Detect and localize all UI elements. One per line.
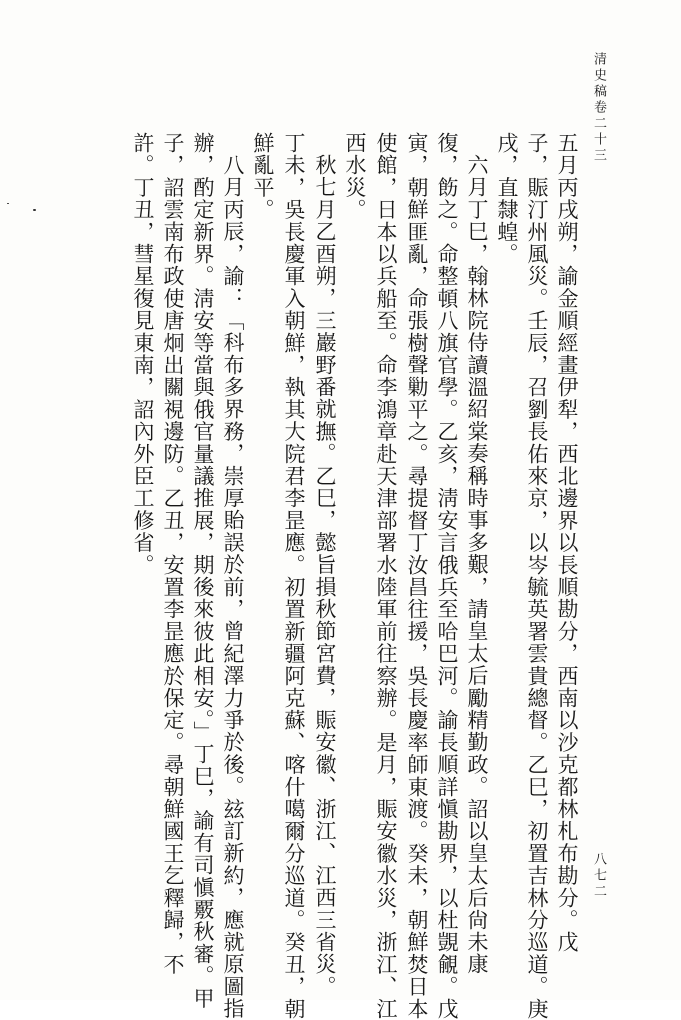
- text-column-8: 西水災。: [343, 132, 367, 221]
- text-column-11: 鮮亂平。: [251, 132, 275, 221]
- text-column-9: 秋七月乙酉朔，三巖野番就撫。乙巳，懿旨損秋節宮費，賑安徽、浙江、江西三省災。: [313, 154, 337, 998]
- text-column-1: 五月丙戌朔，諭金順經畫伊犁，西北邊界以長順勘分，西南以沙克都林札布勘分。戊: [555, 132, 579, 954]
- text-column-12: 八月丙辰，諭：「科布多界務，崇厚貽誤於前，曾紀澤力爭於後。玆訂新約，應就原圖指: [221, 154, 245, 1020]
- page-number: 八七二: [591, 852, 606, 900]
- scan-speck: [33, 209, 36, 211]
- text-column-13: 辦，酌定新界。淸安等當與俄官量議推展，期後來彼此相安。」丁巳，諭有司愼覈秋審。甲: [191, 132, 215, 1010]
- scan-speck: [7, 203, 9, 204]
- text-column-2: 子，賑汀州風災。壬辰，召劉長佑來京，以岑毓英署雲貴總督。乙巳，初置吉林分巡道。庚: [525, 132, 549, 1020]
- text-column-3: 戌，直隸蝗。: [495, 132, 519, 266]
- text-column-5: 復，飭之。命整頓八旗官學。乙亥，淸安言俄兵至哈巴河。諭長順詳愼勘界，以杜覬覦。戊: [435, 132, 459, 1020]
- text-column-4: 六月丁巳，翰林院侍讀溫紹棠奏稱時事多艱，請皇太后勵精勤政。詔以皇太后尙未康: [465, 154, 489, 976]
- text-column-15: 許。丁丑，彗星復見東南，詔內外臣工修省。: [131, 132, 155, 576]
- running-header-title: 清史稿卷二十三: [591, 52, 606, 164]
- text-column-7: 使館，日本以兵船至。命李鴻章赴天津部署水陸軍前往察辦。是月，賑安徽水災，浙江、江: [374, 132, 398, 1020]
- text-column-10: 丁未，吳長慶軍入朝鮮，執其大院君李昰應。初置新疆阿克蘇、喀什噶爾分巡道。癸丑，朝: [282, 132, 306, 1020]
- text-column-6: 寅，朝鮮匪亂，命張樹聲勦平之。尋提督丁汝昌往援，吳長慶率師東渡。癸未，朝鮮焚日本: [405, 132, 429, 1020]
- text-column-14: 子，詔雲南布政使唐炯出關視邊防。乙丑，安置李昰應於保定。尋朝鮮國王乞釋歸，不: [161, 132, 185, 976]
